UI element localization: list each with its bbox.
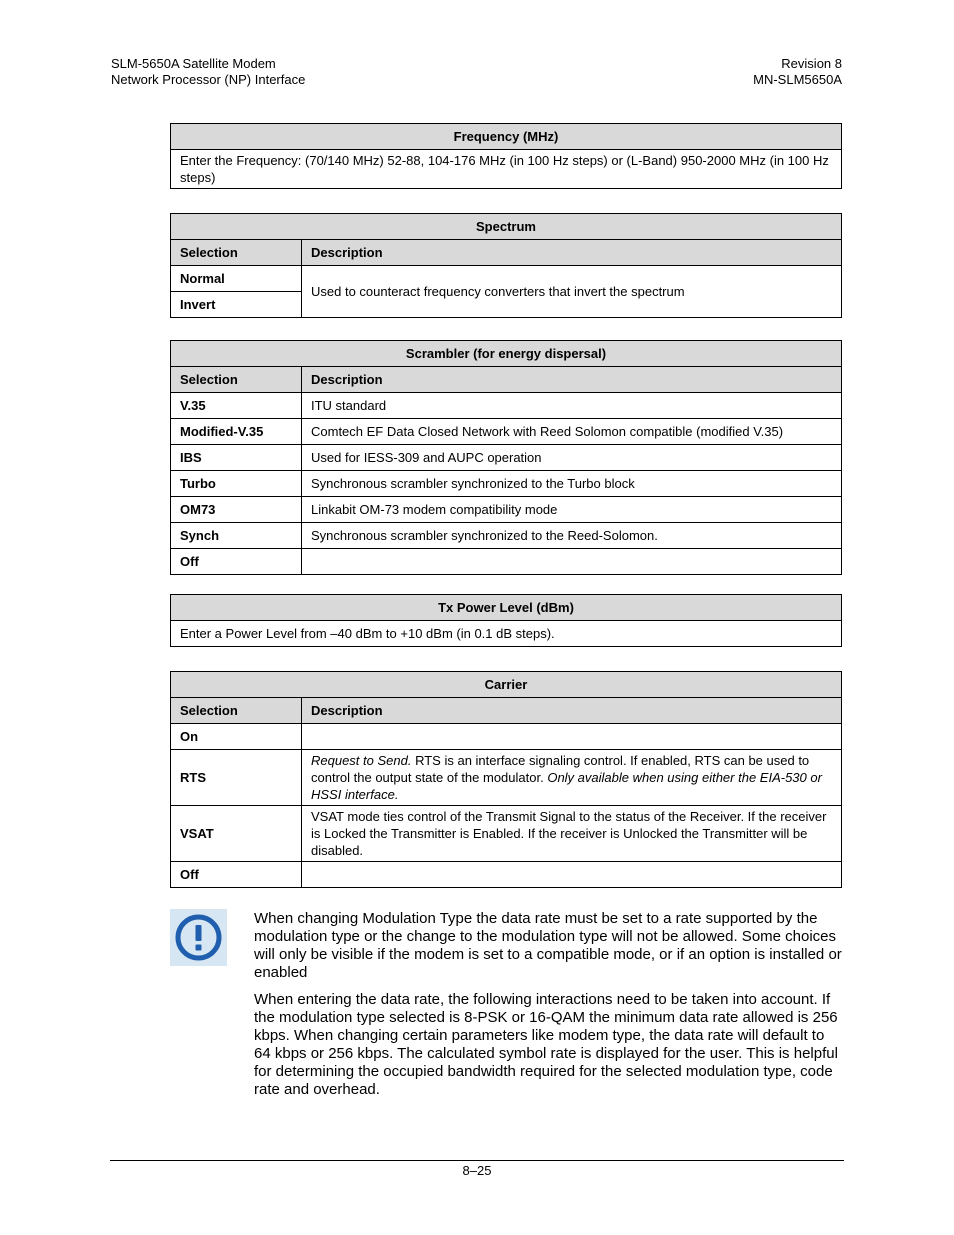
note-paragraph-2: When entering the data rate, the following interactions need to be taken into account. If the modulation type selected is 8-PSK or 16-QAM the minimum data rate allowed is 256 kbps. When changing certain parameters like modem type, the data rate will default to 64 kbps or 256 kbps. The calculated symbol rate is displayed for the user. This is helpful for determining the occupied bandwidth required for the selected modulation type, code rate and overhead. bbox=[254, 991, 838, 1098]
page-number: 8–25 bbox=[462, 1163, 492, 1178]
revision-label: Revision 8 bbox=[781, 56, 842, 71]
tx-power-description: Enter a Power Level from –40 dBm to +10 dBm (in 0.1 dB steps). bbox=[171, 621, 842, 647]
rts-italic-note: Only available when using either the EIA-530 or HSSI interface. bbox=[311, 770, 822, 802]
description-cell bbox=[302, 750, 842, 806]
selection-cell: Modified-V.35 bbox=[171, 419, 302, 445]
description-cell bbox=[302, 862, 842, 888]
carrier-table bbox=[170, 671, 842, 888]
selection-cell: V.35 bbox=[171, 393, 302, 419]
spectrum-description: Used to counteract frequency converters that invert the spectrum bbox=[302, 266, 842, 318]
note-paragraph-1: When changing Modulation Type the data rate must be set to a rate supported by the modulation type or the change to the modulation type will not be allowed. Some choices will only be visible if the modem is set to a compatible mode, or if an option is installed or enabled bbox=[254, 910, 842, 981]
description-cell: ITU standard bbox=[302, 393, 842, 419]
description-cell bbox=[302, 724, 842, 750]
selection-cell: Synch bbox=[171, 523, 302, 549]
selection-cell: Off bbox=[171, 549, 302, 575]
table-row bbox=[171, 523, 842, 549]
table-row bbox=[171, 549, 842, 575]
frequency-table-title: Frequency (MHz) bbox=[171, 124, 842, 150]
important-exclamation-icon bbox=[170, 909, 227, 966]
description-cell bbox=[302, 549, 842, 575]
selection-cell: RTS bbox=[171, 750, 302, 806]
table-row: Invert bbox=[171, 292, 302, 318]
selection-column-header: Selection bbox=[171, 367, 302, 393]
selection-cell: VSAT bbox=[171, 806, 302, 862]
table-row: Normal bbox=[171, 266, 302, 292]
frequency-description: Enter the Frequency: (70/140 MHz) 52-88, 104-176 MHz (in 100 Hz steps) or (L-Band) 950-2000 MHz (in 100 Hz steps) bbox=[171, 150, 842, 189]
description-cell: Comtech EF Data Closed Network with Reed Solomon compatible (modified V.35) bbox=[302, 419, 842, 445]
document-subtitle: Network Processor (NP) Interface bbox=[111, 72, 306, 87]
selection-cell: Off bbox=[171, 862, 302, 888]
description-column-header: Description bbox=[302, 698, 842, 724]
tx-power-table-title: Tx Power Level (dBm) bbox=[171, 595, 842, 621]
table-row bbox=[171, 724, 842, 750]
document-header-right bbox=[753, 56, 842, 88]
table-row bbox=[171, 497, 842, 523]
tx-power-table bbox=[170, 594, 842, 647]
description-cell: Used for IESS-309 and AUPC operation bbox=[302, 445, 842, 471]
table-row bbox=[171, 393, 842, 419]
description-column-header: Description bbox=[302, 240, 842, 266]
frequency-table bbox=[170, 123, 842, 189]
selection-cell: OM73 bbox=[171, 497, 302, 523]
manual-number: MN-SLM5650A bbox=[753, 72, 842, 87]
spectrum-table bbox=[170, 213, 842, 318]
description-column-header: Description bbox=[302, 367, 842, 393]
spectrum-table-title: Spectrum bbox=[171, 214, 842, 240]
description-cell: Linkabit OM-73 modem compatibility mode bbox=[302, 497, 842, 523]
table-row bbox=[171, 750, 842, 806]
document-header-left bbox=[111, 56, 305, 88]
footer-divider bbox=[110, 1160, 844, 1161]
description-cell: Synchronous scrambler synchronized to the Reed-Solomon. bbox=[302, 523, 842, 549]
description-cell: VSAT mode ties control of the Transmit Signal to the status of the Receiver. If the receiver is Locked the Transmitter is Enabled. If the receiver is Unlocked the Transmitter will be disabled. bbox=[302, 806, 842, 862]
table-row bbox=[171, 445, 842, 471]
rts-description-text: RTS is an interface signaling control. If enabled, RTS can be used to control the output state of the modulator. bbox=[311, 753, 810, 785]
scrambler-table-title: Scrambler (for energy dispersal) bbox=[171, 341, 842, 367]
carrier-table-title: Carrier bbox=[171, 672, 842, 698]
selection-column-header: Selection bbox=[171, 240, 302, 266]
table-row bbox=[171, 806, 842, 862]
selection-cell: Turbo bbox=[171, 471, 302, 497]
table-row bbox=[171, 862, 842, 888]
scrambler-table bbox=[170, 340, 842, 575]
selection-cell: IBS bbox=[171, 445, 302, 471]
description-cell: Synchronous scrambler synchronized to the Turbo block bbox=[302, 471, 842, 497]
rts-italic-term: Request to Send. bbox=[311, 753, 412, 768]
selection-cell: On bbox=[171, 724, 302, 750]
table-row bbox=[171, 419, 842, 445]
document-title: SLM-5650A Satellite Modem bbox=[111, 56, 276, 71]
selection-column-header: Selection bbox=[171, 698, 302, 724]
table-row bbox=[171, 471, 842, 497]
